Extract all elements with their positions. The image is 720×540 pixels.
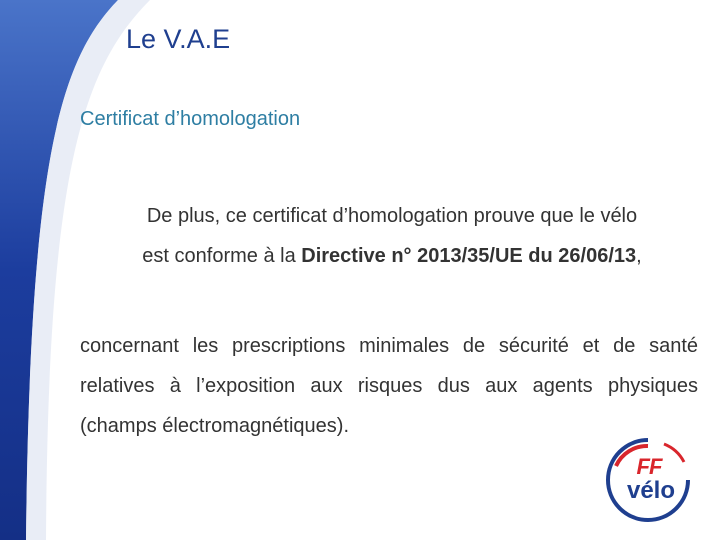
paragraph-intro-prefix: est conforme à la <box>142 245 302 267</box>
paragraph-intro <box>84 196 700 276</box>
logo-ff-text: FF <box>636 454 662 479</box>
section-subtitle: Certificat d’homologation <box>80 108 301 130</box>
ff-velo-logo <box>604 436 692 524</box>
logo-velo-text: vélo <box>626 477 676 504</box>
paragraph-detail: concernant les prescriptions minimales de sécurité et de santé relatives à l’exposition aux risques dus aux agents physiques (champs électromagnétiques). <box>80 335 698 437</box>
paragraph-intro-line1: De plus, ce certificat d’homologation prouve que le vélo <box>146 205 638 227</box>
page-title: Le V.A.E <box>126 24 231 54</box>
directive-reference: Directive n° 2013/35/UE du 26/06/13 <box>301 245 637 267</box>
paragraph-intro-suffix: , <box>636 245 642 267</box>
